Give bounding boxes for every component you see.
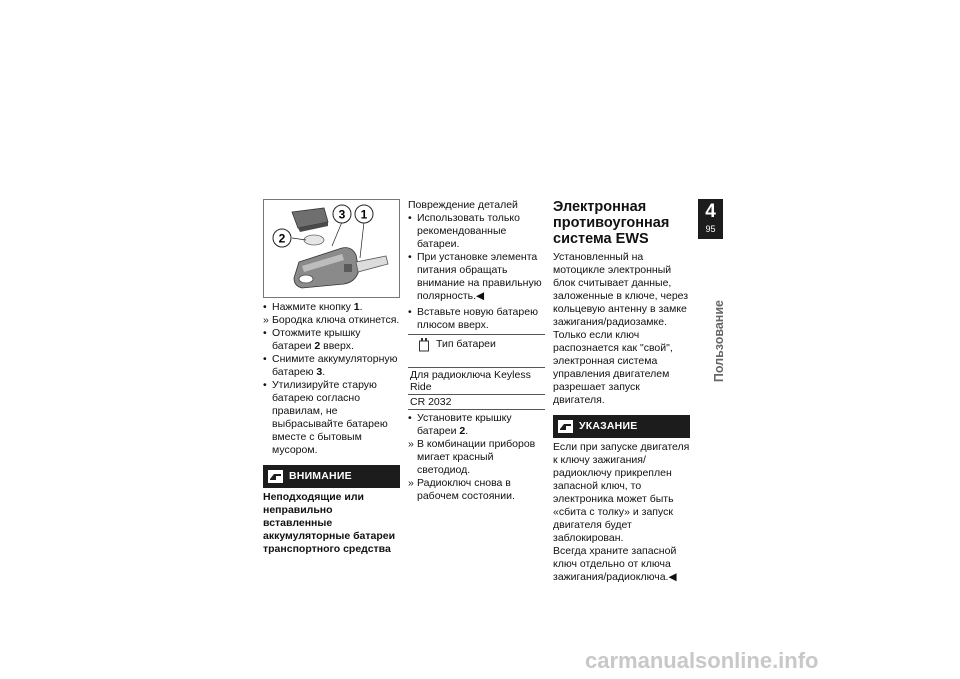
note-hand-icon — [558, 420, 573, 433]
paragraph: Если при запуске двигателя к ключу зажигания/радиоключу прикреплен запасной ключ, то электроника может быть «сбита с толку» и запуск двигателя будет заблокирован. — [553, 441, 690, 544]
intro-text: Повреждение деталей — [408, 199, 518, 211]
paragraph: Всегда храните запасной ключ отдельно от ключа зажигания/радиоключа.◀ — [553, 545, 677, 583]
list-item: • Вставьте новую батарею плюсом вверх. — [408, 306, 538, 331]
battery-icon — [418, 338, 430, 355]
battery-table-row: CR 2032 — [408, 395, 545, 410]
callout-1: 1 — [360, 207, 368, 222]
battery-table-row: Для радиоключа Keyless Ride — [408, 368, 545, 395]
list-item: • Нажмите кнопку 1. — [263, 301, 363, 313]
battery-table-header: Тип батареи — [408, 335, 545, 368]
note-banner — [553, 415, 690, 438]
warning-label: ВНИМАНИЕ — [289, 470, 352, 482]
warning-banner — [263, 465, 400, 488]
callout-3: 3 — [338, 207, 346, 222]
column-3 — [553, 199, 690, 584]
column-2 — [408, 199, 545, 503]
list-item: • Утилизируйте старую батарею согласно правилам, не выбрасывайте батарею вместе с бытовым мусором. — [263, 379, 388, 456]
section-side-title: Пользование — [712, 300, 726, 383]
callout-2: 2 — [278, 231, 286, 246]
chapter-number: 4 — [705, 201, 716, 222]
column-1 — [263, 199, 400, 556]
section-heading: Электронная противоугонная система EWS — [553, 199, 670, 247]
watermark: carmanualsonline.info — [585, 648, 819, 673]
battery-table — [408, 334, 545, 410]
list-item: • Снимите аккумуляторную батарею 3. — [263, 353, 398, 378]
note-label: УКАЗАНИЕ — [579, 420, 638, 432]
key-battery-figure — [263, 199, 400, 298]
list-item: • Использовать только рекомендованные батареи. — [408, 212, 520, 250]
list-item: • Установите крышку батареи 2. — [408, 412, 512, 437]
list-item: • Отожмите крышку батареи 2 вверх. — [263, 327, 361, 352]
list-item: » Радиоключ снова в рабочем состоянии. — [408, 477, 515, 502]
list-item: » Бородка ключа откинется. — [263, 314, 400, 326]
page-number: 95 — [705, 224, 716, 234]
warning-text: Неподходящие или неправильно вставленные аккумуляторные батареи транспортного средства — [263, 491, 396, 555]
warning-hand-icon — [268, 470, 283, 483]
chapter-tab — [698, 199, 723, 239]
paragraph: Установленный на мотоцикле электронный блок считывает данные, заложенные в ключе, через кольцевую антенну в замке зажигания/радиозамке. Только если ключ распознается как "свой", электронная система управления двигателем разрешает запуск двигателя. — [553, 251, 689, 406]
list-item: • При установке элемента питания обращать внимание на правильную полярность.◀ — [408, 251, 542, 302]
key-illustration — [264, 200, 399, 297]
list-item: » В комбинации приборов мигает красный светодиод. — [408, 438, 536, 476]
